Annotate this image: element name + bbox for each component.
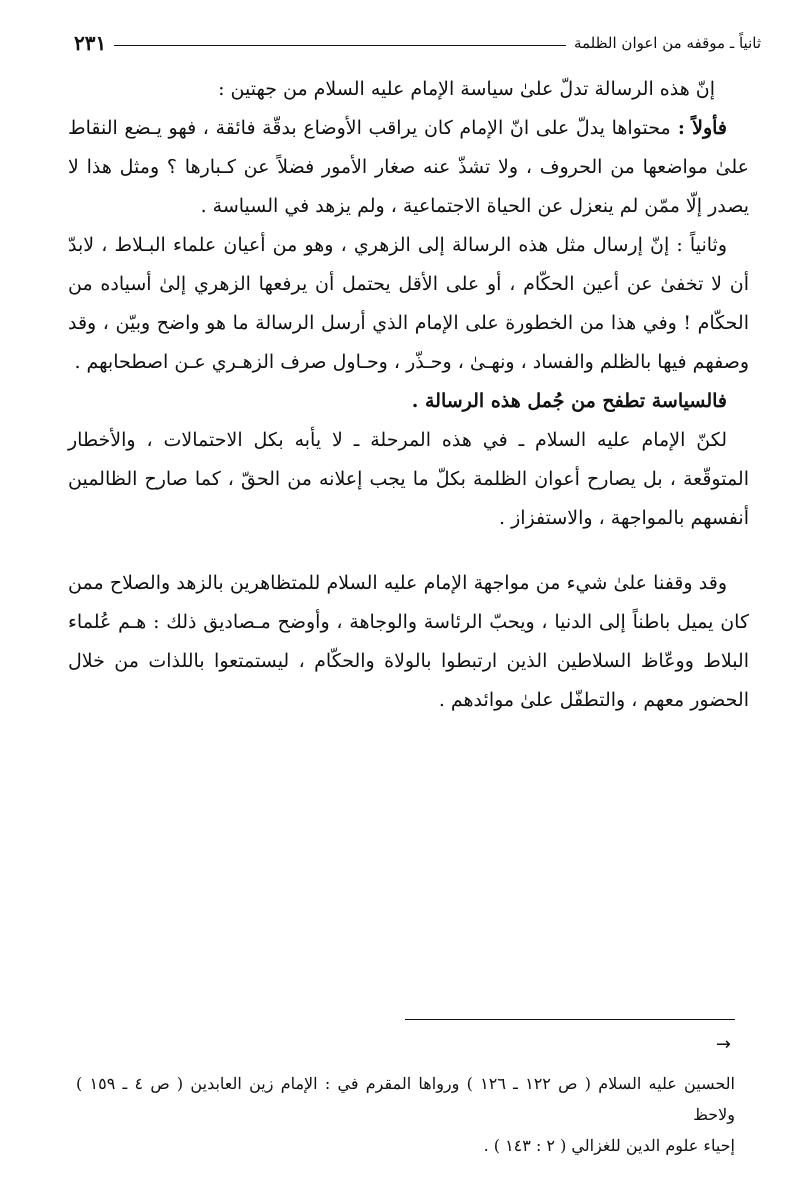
page-number: ٢٣١ bbox=[74, 31, 107, 55]
header-rule bbox=[114, 45, 566, 46]
continuation-arrow-icon: → bbox=[715, 1034, 731, 1055]
footnote bbox=[76, 1068, 735, 1161]
footnote-rule bbox=[405, 1019, 735, 1020]
footnote-line-2: إحياء علوم الدين للغزالي ( ٢ : ١٤٣ ) . bbox=[483, 1136, 735, 1155]
paragraph-6: وقد وقفنا علىٰ شيء من مواجهة الإمام عليه السلام للمتظاهرين بالزهد والصلاح ممن كان يميل باطناً إلى الدنيا ، ويحبّ الرئاسة والوجاهة ، وأوضح مـصاديق ذلك : هـم عُلماء البلاط ووعّاظ السلاطين الذين ارتبطوا بالولاة والحكّام ، ليستمتعوا باللذات من خلال الحضور معهم ، والتطفّل علىٰ موائدهم . bbox=[68, 572, 749, 711]
body-text bbox=[68, 70, 749, 720]
paragraph-4: فالسياسة تطفح من جُمل هذه الرسالة . bbox=[411, 390, 727, 412]
paragraph-2 bbox=[68, 109, 749, 226]
paragraph-5: لكنّ الإمام عليه السلام ـ في هذه المرحلة ـ لا يأبه بكل الاحتمالات ، والأخطار المتوقّعة ، بل يصارح أعوان الظلمة بكلّ ما يجب إعلانه من الحقّ ، كما صارح الظالمين أنفسهم بالمواجهة ، والاستفزاز . bbox=[68, 429, 749, 529]
paragraph-2-lead: فأولاً : bbox=[670, 117, 727, 139]
paragraph-3: وثانياً : إنّ إرسال مثل هذه الرسالة إلى الزهري ، وهو من أعيان علماء البـلاط ، لابدّ أن لا تخفىٰ عن أعين الحكّام ، أو على الأقل يحتمل أن يرفعها الزهري إلىٰ أسياده من الحكّام ! وفي هذا من الخطورة على الإمام الذي أرسل الرسالة ما هو واضح وبيّن ، وقد وصفهم فيها بالظلم والفساد ، ونهـىٰ ، وحـذّر ، وحـاول صرف الزهـري عـن اصطحابهم . bbox=[68, 234, 749, 373]
running-header bbox=[74, 30, 761, 56]
footnote-line-1: الحسين عليه السلام ( ص ١٢٢ ـ ١٢٦ ) ورواها المقرم في : الإمام زين العابدين ( ص ٤ ـ ١٥٩ ) ولاحظ bbox=[76, 1074, 735, 1124]
paragraph-2-text: محتواها يدلّ على انّ الإمام كان يراقب الأوضاع بدقّة فائقة ، فهو يـضع النقاط علىٰ مواضعها من الحروف ، ولا تشذّ عنه صغار الأمور فضلاً عن كـبارها ؟ ومثل هذا لا يصدر إلّا ممّن لم ينعزل عن الحياة الاجتماعية ، ولم يزهد في السياسة . bbox=[68, 117, 749, 217]
paragraph-1: إنّ هذه الرسالة تدلّ علىٰ سياسة الإمام عليه السلام من جهتين : bbox=[218, 78, 715, 100]
running-title: ثانياً ـ موقفه من اعوان الظلمة bbox=[573, 34, 761, 52]
